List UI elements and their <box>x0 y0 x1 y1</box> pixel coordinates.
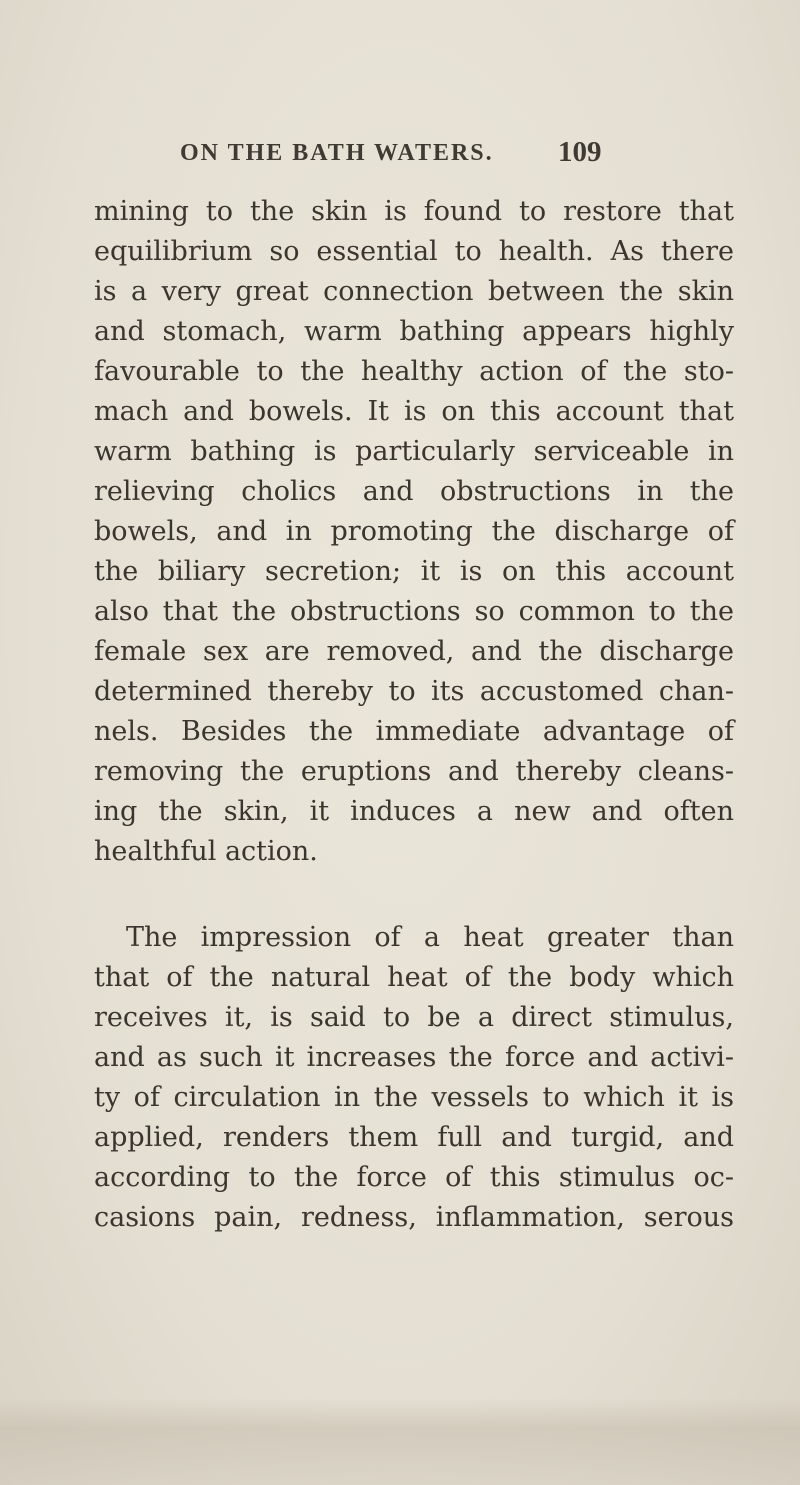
text-line: The impression of a heat greater than <box>126 922 734 953</box>
page-number: 109 <box>558 136 602 168</box>
text-line: is a very great connection between the skin <box>94 276 734 307</box>
text-line: ing the skin, it induces a new and often <box>94 796 734 827</box>
text-line: determined thereby to its accustomed chan- <box>94 676 734 707</box>
text-line: and stomach, warm bathing appears highly <box>94 316 734 347</box>
text-line: bowels, and in promoting the discharge of <box>94 516 734 547</box>
text-line: receives it, is said to be a direct stimulus, <box>94 1002 734 1033</box>
text-line: mining to the skin is found to restore that <box>94 196 734 227</box>
text-line: ty of circulation in the vessels to which it is <box>94 1082 734 1113</box>
text-line: mach and bowels. It is on this account that <box>94 396 734 427</box>
text-line: healthful action. <box>94 836 318 867</box>
running-title: ON THE BATH WATERS. <box>180 140 494 166</box>
text-line: according to the force of this stimulus oc- <box>94 1162 734 1193</box>
text-line: nels. Besides the immediate advantage of <box>94 716 734 747</box>
text-line: favourable to the healthy action of the sto- <box>94 356 734 387</box>
text-line: removing the eruptions and thereby cleans- <box>94 756 734 787</box>
text-line: casions pain, redness, inflammation, serous <box>94 1202 734 1233</box>
text-line: also that the obstructions so common to the <box>94 596 734 627</box>
text-line: that of the natural heat of the body which <box>94 962 734 993</box>
text-line: and as such it increases the force and activi- <box>94 1042 734 1073</box>
text-line: equilibrium so essential to health. As there <box>94 236 734 267</box>
text-line: warm bathing is particularly serviceable in <box>94 436 734 467</box>
text-line: the biliary secretion; it is on this account <box>94 556 734 587</box>
text-line: relieving cholics and obstructions in the <box>94 476 734 507</box>
text-line: applied, renders them full and turgid, and <box>94 1122 734 1153</box>
text-line: female sex are removed, and the discharge <box>94 636 734 667</box>
page-edge-shading <box>0 1398 800 1485</box>
running-head <box>180 136 630 176</box>
